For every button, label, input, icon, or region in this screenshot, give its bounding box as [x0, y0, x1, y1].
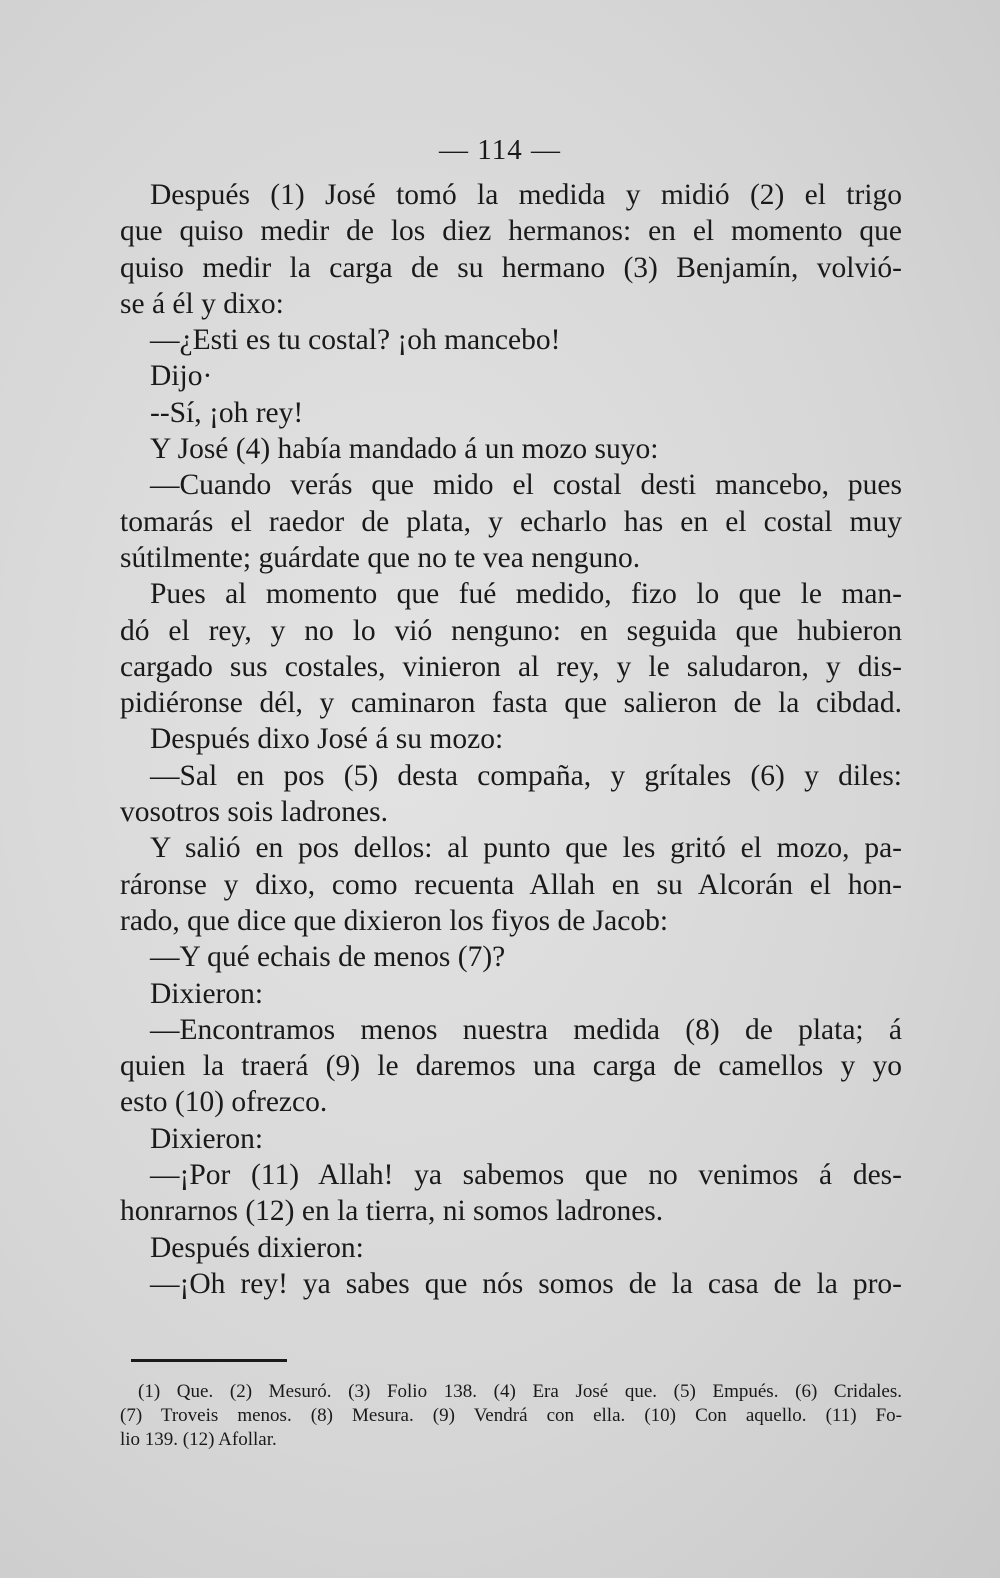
text-line: ráronse y dixo, como recuenta Allah en su Alcorán el hon-: [120, 868, 902, 901]
footnote-rule: [131, 1359, 287, 1362]
page-number: — 114 —: [439, 134, 561, 166]
text-line: vosotros sois ladrones.: [120, 796, 388, 829]
footnote-line: (7) Troveis menos. (8) Mesura. (9) Vendrá con ella. (10) Con aquello. (11) Fo-: [120, 1405, 902, 1426]
text-line: se á él y dixo:: [120, 287, 284, 320]
text-line: —Y qué echais de menos (7)?: [150, 941, 506, 974]
text-line: cargado sus costales, vinieron al rey, y le saludaron, y dis-: [120, 650, 902, 683]
text-line: —¡Oh rey! ya sabes que nós somos de la casa de la pro-: [150, 1267, 902, 1300]
text-line: Dixieron:: [150, 1122, 264, 1155]
text-line: —Cuando verás que mido el costal desti mancebo, pues: [150, 469, 902, 502]
text-line: Y José (4) había mandado á un mozo suyo:: [150, 433, 659, 466]
text-line: Pues al momento que fué medido, fizo lo que le man-: [150, 578, 902, 611]
text-line: que quiso medir de los diez hermanos: en el momento que: [120, 215, 902, 248]
text-line: —Sal en pos (5) desta compaña, y grítales (6) y diles:: [150, 759, 902, 792]
text-line: Dixieron:: [150, 977, 264, 1010]
footnote-line: lio 139. (12) Afollar.: [120, 1429, 277, 1450]
text-line: quiso medir la carga de su hermano (3) Benjamín, volvió-: [120, 251, 902, 284]
body-text: [120, 177, 902, 1302]
text-line: —Encontramos menos nuestra medida (8) de plata; á: [150, 1013, 902, 1046]
text-line: Y salió en pos dellos: al punto que les gritó el mozo, pa-: [150, 832, 902, 865]
footnote-line: (1) Que. (2) Mesuró. (3) Folio 138. (4) Era José que. (5) Empués. (6) Cridales.: [138, 1381, 902, 1402]
text-line: Después dixo José á su mozo:: [150, 723, 504, 756]
text-line: quien la traerá (9) le daremos una carga de camellos y yo: [120, 1050, 902, 1083]
text-line: —¡Por (11) Allah! ya sabemos que no venimos á des-: [150, 1159, 902, 1192]
text-line: dó el rey, y no lo vió nenguno: en seguida que hubieron: [120, 614, 902, 647]
text-line: Dijo·: [150, 360, 213, 393]
text-line: esto (10) ofrezco.: [120, 1086, 328, 1119]
text-line: rado, que dice que dixieron los fiyos de Jacob:: [120, 904, 669, 937]
text-line: honrarnos (12) en la tierra, ni somos ladrones.: [120, 1195, 664, 1228]
text-line: --Sí, ¡oh rey!: [150, 396, 304, 429]
text-line: sútilmente; guárdate que no te vea nenguno.: [120, 541, 641, 574]
text-line: pidiéronse dél, y caminaron fasta que salieron de la cibdad.: [120, 687, 902, 720]
text-line: tomarás el raedor de plata, y echarlo has en el costal muy: [120, 505, 902, 538]
footnotes: [120, 1380, 902, 1452]
text-line: Después (1) José tomó la medida y midió (2) el trigo: [150, 179, 902, 211]
text-line: Después dixieron:: [150, 1231, 364, 1264]
text-line: —¿Esti es tu costal? ¡oh mancebo!: [150, 324, 561, 357]
